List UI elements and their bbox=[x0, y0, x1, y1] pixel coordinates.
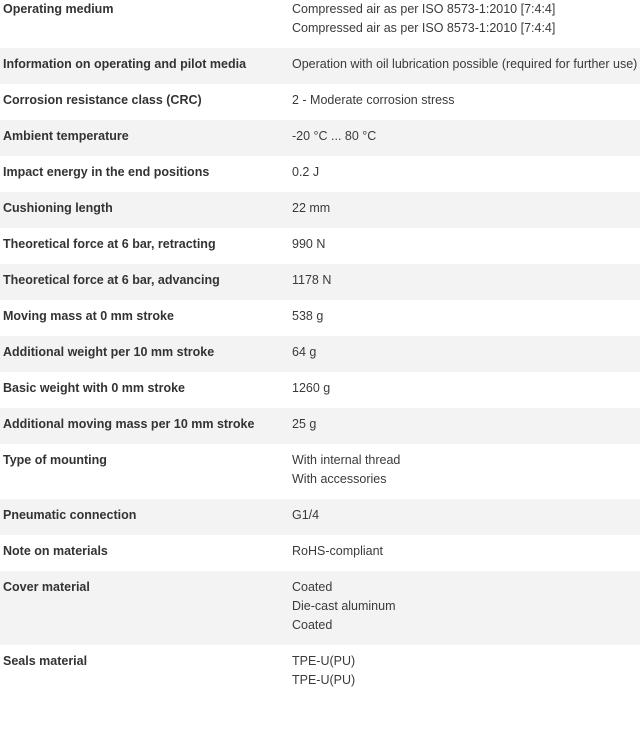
spec-value-line: With internal thread bbox=[292, 453, 401, 467]
spec-value-line: Compressed air as per ISO 8573-1:2010 [7:4:4] bbox=[292, 21, 556, 35]
spec-label: Moving mass at 0 mm stroke bbox=[3, 309, 174, 323]
spec-value-line: 25 g bbox=[292, 417, 317, 431]
spec-row-operating-pilot-media bbox=[0, 48, 640, 84]
spec-value bbox=[290, 542, 640, 561]
spec-label: Additional weight per 10 mm stroke bbox=[3, 345, 215, 359]
spec-value-line: 2 - Moderate corrosion stress bbox=[292, 93, 455, 107]
spec-label: Information on operating and pilot media bbox=[3, 57, 247, 71]
spec-value bbox=[290, 379, 640, 398]
spec-value-line: 538 g bbox=[292, 309, 324, 323]
spec-label: Pneumatic connection bbox=[3, 508, 137, 522]
spec-value bbox=[290, 415, 640, 434]
spec-value bbox=[290, 451, 640, 489]
spec-row-seals-material bbox=[0, 645, 640, 700]
spec-value bbox=[290, 506, 640, 525]
spec-row-pneumatic-connection bbox=[0, 499, 640, 535]
spec-row-additional-moving-mass bbox=[0, 408, 640, 444]
spec-label: Note on materials bbox=[3, 544, 108, 558]
spec-row-impact-energy bbox=[0, 156, 640, 192]
spec-row-ambient-temperature bbox=[0, 120, 640, 156]
spec-row-additional-weight bbox=[0, 336, 640, 372]
spec-value-line: Compressed air as per ISO 8573-1:2010 [7:4:4] bbox=[292, 2, 556, 16]
spec-row-type-of-mounting bbox=[0, 444, 640, 499]
spec-value-line: 990 N bbox=[292, 237, 326, 251]
spec-value bbox=[290, 578, 640, 635]
spec-label: Type of mounting bbox=[3, 453, 107, 467]
spec-label: Additional moving mass per 10 mm stroke bbox=[3, 417, 255, 431]
spec-label: Impact energy in the end positions bbox=[3, 165, 210, 179]
spec-label: Theoretical force at 6 bar, advancing bbox=[3, 273, 220, 287]
spec-value-line: Coated bbox=[292, 618, 333, 632]
spec-value bbox=[290, 91, 640, 110]
spec-value-line: Coated bbox=[292, 580, 333, 594]
spec-value bbox=[290, 235, 640, 254]
spec-value-line: 1178 N bbox=[292, 273, 332, 287]
spec-label: Seals material bbox=[3, 654, 88, 668]
spec-value-line: -20 °C ... 80 °C bbox=[292, 129, 377, 143]
spec-value bbox=[290, 0, 640, 38]
spec-value-line: With accessories bbox=[292, 472, 387, 486]
spec-value-line: 64 g bbox=[292, 345, 317, 359]
spec-value-line: TPE-U(PU) bbox=[292, 673, 356, 687]
spec-row-corrosion-class bbox=[0, 84, 640, 120]
spec-value-line: Operation with oil lubrication possible (required for further use) bbox=[292, 57, 638, 71]
spec-value-line: 22 mm bbox=[292, 201, 331, 215]
spec-label: Operating medium bbox=[3, 2, 114, 16]
spec-label: Cushioning length bbox=[3, 201, 113, 215]
spec-value-line: 0.2 J bbox=[292, 165, 320, 179]
spec-value-line: 1260 g bbox=[292, 381, 331, 395]
spec-row-force-retracting bbox=[0, 228, 640, 264]
spec-value bbox=[290, 307, 640, 326]
spec-label: Theoretical force at 6 bar, retracting bbox=[3, 237, 216, 251]
spec-value-line: TPE-U(PU) bbox=[292, 654, 356, 668]
spec-row-note-on-materials bbox=[0, 535, 640, 571]
spec-row-operating-medium bbox=[0, 0, 640, 48]
spec-value bbox=[290, 127, 640, 146]
spec-row-basic-weight bbox=[0, 372, 640, 408]
spec-row-cover-material bbox=[0, 571, 640, 645]
spec-row-moving-mass bbox=[0, 300, 640, 336]
spec-value-line: G1/4 bbox=[292, 508, 320, 522]
spec-value bbox=[290, 199, 640, 218]
spec-row-force-advancing bbox=[0, 264, 640, 300]
spec-label: Basic weight with 0 mm stroke bbox=[3, 381, 185, 395]
spec-label: Ambient temperature bbox=[3, 129, 129, 143]
spec-row-cushioning-length bbox=[0, 192, 640, 228]
spec-label: Cover material bbox=[3, 580, 90, 594]
spec-value bbox=[290, 163, 640, 182]
spec-value bbox=[290, 55, 640, 74]
spec-value bbox=[290, 343, 640, 362]
spec-value-line: RoHS-compliant bbox=[292, 544, 384, 558]
spec-value bbox=[290, 652, 640, 690]
spec-value-line: Die-cast aluminum bbox=[292, 599, 396, 613]
spec-value bbox=[290, 271, 640, 290]
spec-label: Corrosion resistance class (CRC) bbox=[3, 93, 202, 107]
